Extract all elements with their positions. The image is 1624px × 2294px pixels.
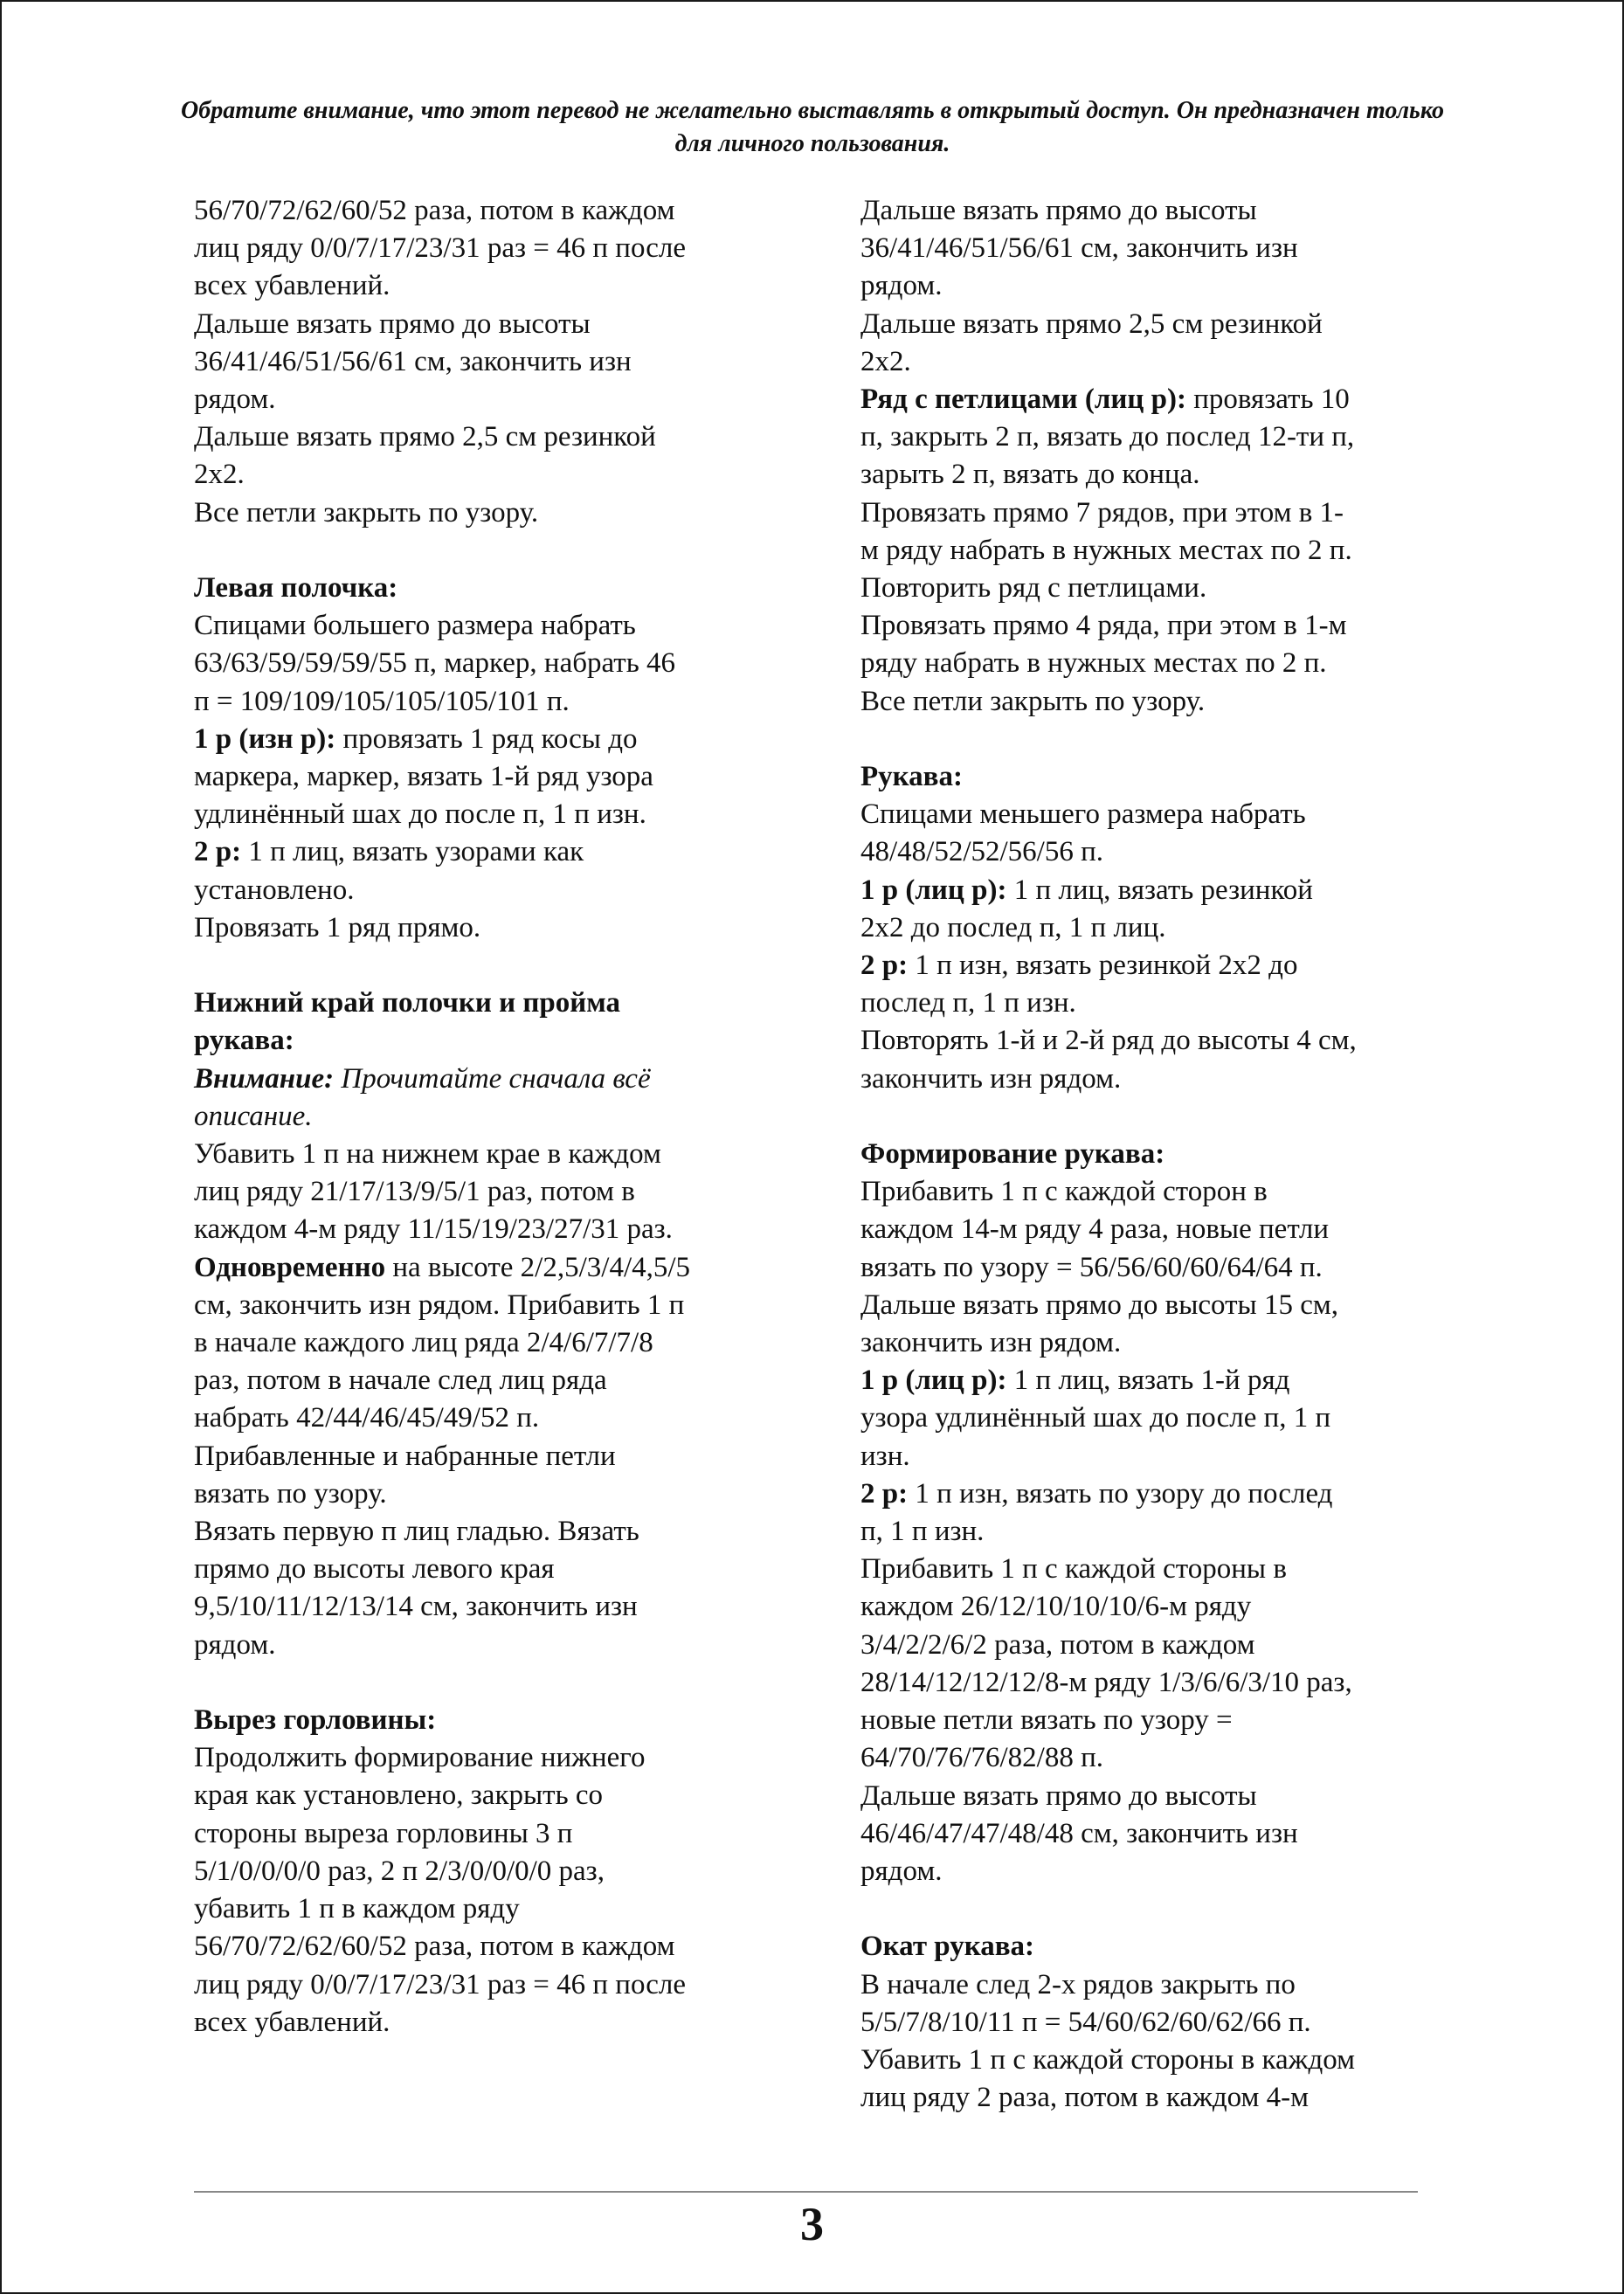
line-text: Убавить 1 п на нижнем крае в каждом [194, 1138, 661, 1171]
paragraph-gap [860, 721, 1437, 758]
text-line [860, 1815, 1437, 1853]
text-line [194, 267, 788, 305]
line-text: В начале след 2-х рядов закрыть по [860, 1968, 1296, 2000]
text-line [860, 683, 1437, 721]
line-text: прямо до высоты левого края [194, 1553, 555, 1586]
line-text: закончить изн рядом. [860, 1062, 1122, 1095]
line-text: 1 п лиц, вязать 1-й ряд [1006, 1365, 1290, 1397]
text-line [860, 1664, 1437, 1702]
text-line [194, 1399, 788, 1437]
text-line [860, 1249, 1437, 1287]
line-text: см, закончить изн рядом. Прибавить 1 п [194, 1289, 685, 1321]
line-text: установлено. [194, 874, 355, 906]
line-text: на высоте 2/2,5/3/4/4,5/5 [385, 1251, 691, 1283]
text-line [194, 1928, 788, 1966]
text-line [860, 1399, 1437, 1437]
line-text: каждом 26/12/10/10/10/6-м ряду [860, 1591, 1252, 1623]
line-text: провязать 1 ряд косы до [335, 722, 638, 755]
text-line [194, 607, 788, 645]
emphasis-label: Внимание: [194, 1062, 335, 1095]
bold-label: Окат рукава: [860, 1931, 1035, 1963]
line-text: стороны выреза горловины 3 п [194, 1817, 573, 1849]
text-line [194, 1739, 788, 1777]
bold-label: 2 р: [194, 836, 242, 868]
text-line [860, 1513, 1437, 1551]
line-text: лиц ряду 2 раза, потом в каждом 4-м [860, 2082, 1310, 2114]
text-line [860, 230, 1437, 267]
header-note: Обратите внимание, что этот перевод не желательно выставлять в открытый доступ. Он предназначен только для личного пользования. [181, 97, 1444, 157]
line-text: Дальше вязать прямо до высоты [860, 1779, 1257, 1812]
text-line [860, 1324, 1437, 1362]
line-text: п, закрыть 2 п, вязать до послед 12-ти п, [860, 421, 1355, 453]
text-line [860, 1438, 1437, 1475]
line-text: ряду набрать в нужных местах по 2 п. [860, 647, 1327, 680]
line-text: зарыть 2 п, вязать до конца. [860, 459, 1200, 491]
line-text: послед п, 1 п изн. [860, 987, 1076, 1019]
text-line [194, 796, 788, 833]
text-line [194, 1438, 788, 1475]
text-line [194, 909, 788, 947]
text-line [860, 1966, 1437, 2004]
text-line [194, 1627, 788, 1664]
line-text: лиц ряду 0/0/7/17/23/31 раз = 46 п после [194, 1968, 687, 2000]
section-heading [860, 758, 1437, 796]
bold-label: 1 р (изн р): [194, 722, 336, 755]
line-text: каждом 4-м ряду 11/15/19/23/27/31 раз. [194, 1213, 673, 1246]
bold-label: 2 р: [860, 1477, 909, 1510]
bold-label: Одновременно [194, 1251, 386, 1283]
text-line [860, 456, 1437, 494]
line-text: Дальше вязать прямо 2,5 см резинкой [860, 307, 1323, 340]
line-text: 56/70/72/62/60/52 раза, потом в каждом [194, 1931, 675, 1963]
text-line [860, 418, 1437, 456]
text-line [860, 532, 1437, 570]
line-text: 36/41/46/51/56/61 см, закончить изн [860, 232, 1298, 265]
line-text: м ряду набрать в нужных местах по 2 п. [860, 534, 1352, 566]
text-line [194, 192, 788, 230]
section-heading [194, 1702, 788, 1739]
line-text: 46/46/47/47/48/48 см, закончить изн [860, 1817, 1298, 1849]
text-line [860, 306, 1437, 343]
line-text: Повторить ряд с петлицами. [860, 572, 1207, 605]
line-text: Дальше вязать прямо до высоты [194, 307, 591, 340]
text-line [860, 2004, 1437, 2042]
line-text: узора удлинённый шах до после п, 1 п [860, 1402, 1331, 1434]
line-text: 64/70/76/76/82/88 п. [860, 1742, 1104, 1774]
line-text: в начале каждого лиц ряда 2/4/6/7/7/8 [194, 1327, 653, 1359]
text-line [860, 1362, 1437, 1399]
line-text: 2х2. [194, 459, 245, 491]
text-line [860, 1173, 1437, 1211]
bold-label: Рукава: [860, 761, 963, 793]
line-text: Провязать прямо 4 ряда, при этом в 1-м [860, 610, 1347, 642]
line-text: п = 109/109/105/105/105/101 п. [194, 685, 570, 717]
line-text: рядом. [194, 1628, 276, 1661]
text-line [860, 2042, 1437, 2079]
line-text: п, 1 п изн. [860, 1516, 985, 1548]
text-line [860, 1061, 1437, 1098]
line-text: провязать 10 [1185, 383, 1350, 416]
paragraph-gap [194, 947, 788, 985]
text-line [194, 1777, 788, 1814]
line-text: закончить изн рядом. [860, 1327, 1122, 1359]
line-text: 2х2. [860, 345, 911, 377]
text-line [860, 192, 1437, 230]
text-line [860, 1211, 1437, 1248]
text-line [860, 607, 1437, 645]
page-number: 3 [800, 2198, 824, 2250]
bold-label: Формирование рукава: [860, 1138, 1165, 1171]
line-text: новые петли вязать по узору = [860, 1704, 1233, 1737]
paragraph-gap [860, 1890, 1437, 1928]
text-line [860, 570, 1437, 607]
line-text: изн. [860, 1440, 910, 1472]
line-text: Прибавить 1 п с каждой стороны в [860, 1553, 1287, 1586]
line-text: 1 п изн, вязать резинкой 2х2 до [908, 950, 1298, 982]
text-line [860, 1627, 1437, 1664]
text-line [860, 1739, 1437, 1777]
paragraph-gap [860, 1098, 1437, 1136]
bold-label: Ряд с петлицами (лиц р): [860, 383, 1186, 416]
line-text: Все петли закрыть по узору. [194, 496, 539, 529]
line-text: 36/41/46/51/56/61 см, закончить изн [194, 345, 632, 377]
text-line [194, 343, 788, 381]
text-line [860, 1475, 1437, 1513]
section-heading [194, 1022, 788, 1060]
text-line [194, 1475, 788, 1513]
text-line [194, 1249, 788, 1287]
line-text: рядом. [860, 270, 943, 302]
text-line [194, 306, 788, 343]
line-text: Продолжить формирование нижнего [194, 1742, 646, 1774]
line-text: 5/1/0/0/0/0 раз, 2 п 2/3/0/0/0/0 раз, [194, 1855, 605, 1887]
text-line [194, 1815, 788, 1853]
line-text: Спицами большего размера набрать [194, 610, 636, 642]
line-text: всех убавлений. [194, 270, 390, 302]
text-line [860, 645, 1437, 682]
line-text: Повторять 1-й и 2-й ряд до высоты 4 см, [860, 1025, 1357, 1057]
line-text: 1 п изн, вязать по узору до послед [908, 1477, 1333, 1510]
line-text: 1 п лиц, вязать резинкой [1006, 874, 1313, 906]
line-text: 1 п лиц, вязать узорами как [241, 836, 584, 868]
line-text: 63/63/59/59/59/55 п, маркер, набрать 46 [194, 647, 676, 680]
text-line [194, 1211, 788, 1248]
text-line [194, 1136, 788, 1173]
line-text: 28/14/12/12/12/8-м ряду 1/3/6/6/3/10 раз, [860, 1666, 1352, 1698]
line-text: Убавить 1 п с каждой стороны в каждом [860, 2043, 1355, 2076]
text-line [194, 381, 788, 418]
bold-label: 1 р (лиц р): [860, 874, 1007, 906]
text-line [194, 1061, 788, 1098]
emphasis-wrap [194, 1063, 334, 1095]
text-line [860, 1778, 1437, 1815]
text-line [194, 1853, 788, 1890]
line-text: всех убавлений. [194, 2006, 390, 2038]
line-text: раз, потом в начале след лиц ряда [194, 1365, 607, 1397]
line-text: края как установлено, закрыть со [194, 1779, 604, 1812]
line-text: Вязать первую п лиц гладью. Вязать [194, 1516, 639, 1548]
italic-text: описание. [194, 1100, 313, 1132]
text-line [860, 833, 1437, 871]
bold-label: Нижний край полочки и пройма [194, 987, 621, 1019]
text-line [194, 2004, 788, 2042]
line-text: Все петли закрыть по узору. [860, 685, 1206, 717]
line-text: набрать 42/44/46/45/49/52 п. [194, 1402, 540, 1434]
text-line [194, 1966, 788, 2004]
line-text: Провязать 1 ряд прямо. [194, 911, 481, 943]
line-text: Прибавить 1 п с каждой сторон в [860, 1176, 1268, 1208]
text-line [194, 1173, 788, 1211]
line-text: каждом 14-м ряду 4 раза, новые петли [860, 1213, 1330, 1246]
text-line [194, 758, 788, 796]
bold-label: рукава: [194, 1025, 294, 1057]
section-heading [194, 570, 788, 607]
line-text: Прибавленные и набранные петли [194, 1440, 616, 1472]
text-line [860, 985, 1437, 1022]
text-line [194, 1513, 788, 1551]
line-text: Дальше вязать прямо 2,5 см резинкой [194, 421, 656, 453]
text-line [194, 872, 788, 909]
right-column [860, 192, 1437, 2117]
line-text: убавить 1 п в каждом ряду [194, 1893, 520, 1925]
line-text: лиц ряду 0/0/7/17/23/31 раз = 46 п после [194, 232, 687, 265]
bold-label: 1 р (лиц р): [860, 1365, 1007, 1397]
line-text: Спицами меньшего размера набрать [860, 798, 1306, 831]
text-line [860, 1853, 1437, 1890]
text-line [860, 1551, 1437, 1588]
left-column [194, 192, 788, 2042]
section-heading [860, 1928, 1437, 1966]
text-line [860, 909, 1437, 947]
text-line [860, 494, 1437, 532]
line-text: 56/70/72/62/60/52 раза, потом в каждом [194, 195, 675, 226]
text-line [194, 683, 788, 721]
line-text: 48/48/52/52/56/56 п. [860, 836, 1104, 868]
bold-label: Левая полочка: [194, 572, 398, 605]
text-line [194, 230, 788, 267]
text-line [194, 1362, 788, 1399]
bold-label: 2 р: [860, 950, 909, 982]
line-text: Дальше вязать прямо до высоты 15 см, [860, 1289, 1338, 1321]
section-heading [194, 985, 788, 1022]
line-text: маркера, маркер, вязать 1-й ряд узора [194, 761, 653, 793]
line-text: 9,5/10/11/12/13/14 см, закончить изн [194, 1591, 638, 1623]
text-line [194, 456, 788, 494]
bold-label: Вырез горловины: [194, 1704, 437, 1737]
line-text: вязать по узору = 56/56/60/60/64/64 п. [860, 1251, 1323, 1283]
line-text: удлинённый шах до после п, 1 п изн. [194, 798, 646, 831]
paragraph-gap [194, 1664, 788, 1702]
line-text: рядом. [194, 383, 276, 416]
line-text: 5/5/7/8/10/11 п = 54/60/62/60/62/66 п. [860, 2006, 1311, 2038]
text-line [860, 796, 1437, 833]
text-line [194, 1588, 788, 1626]
text-line [194, 1551, 788, 1588]
section-heading [860, 1136, 1437, 1173]
text-line [860, 1588, 1437, 1626]
text-line [194, 494, 788, 532]
text-line [860, 343, 1437, 381]
text-line [860, 1702, 1437, 1739]
text-line [194, 1890, 788, 1928]
line-text: вязать по узору. [194, 1477, 387, 1510]
paragraph-gap [194, 532, 788, 570]
text-line [194, 1098, 788, 1136]
text-line [194, 1324, 788, 1362]
text-line [194, 721, 788, 758]
text-line [194, 1287, 788, 1324]
text-line [194, 645, 788, 682]
line-text: Провязать прямо 7 рядов, при этом в 1- [860, 496, 1344, 529]
italic-text: Прочитайте сначала всё [334, 1062, 651, 1095]
line-text: лиц ряду 21/17/13/9/5/1 раз, потом в [194, 1176, 635, 1208]
line-text: 2х2 до послед п, 1 п лиц. [860, 911, 1166, 943]
text-line [860, 1022, 1437, 1060]
text-line [860, 947, 1437, 985]
text-line [860, 872, 1437, 909]
line-text: рядом. [860, 1855, 943, 1887]
text-line [860, 1287, 1437, 1324]
text-line [860, 267, 1437, 305]
text-line [860, 381, 1437, 418]
text-line [194, 833, 788, 871]
text-line [194, 418, 788, 456]
line-text: 3/4/2/2/6/2 раза, потом в каждом [860, 1628, 1255, 1661]
line-text: Дальше вязать прямо до высоты [860, 195, 1257, 226]
text-line [860, 2079, 1437, 2117]
